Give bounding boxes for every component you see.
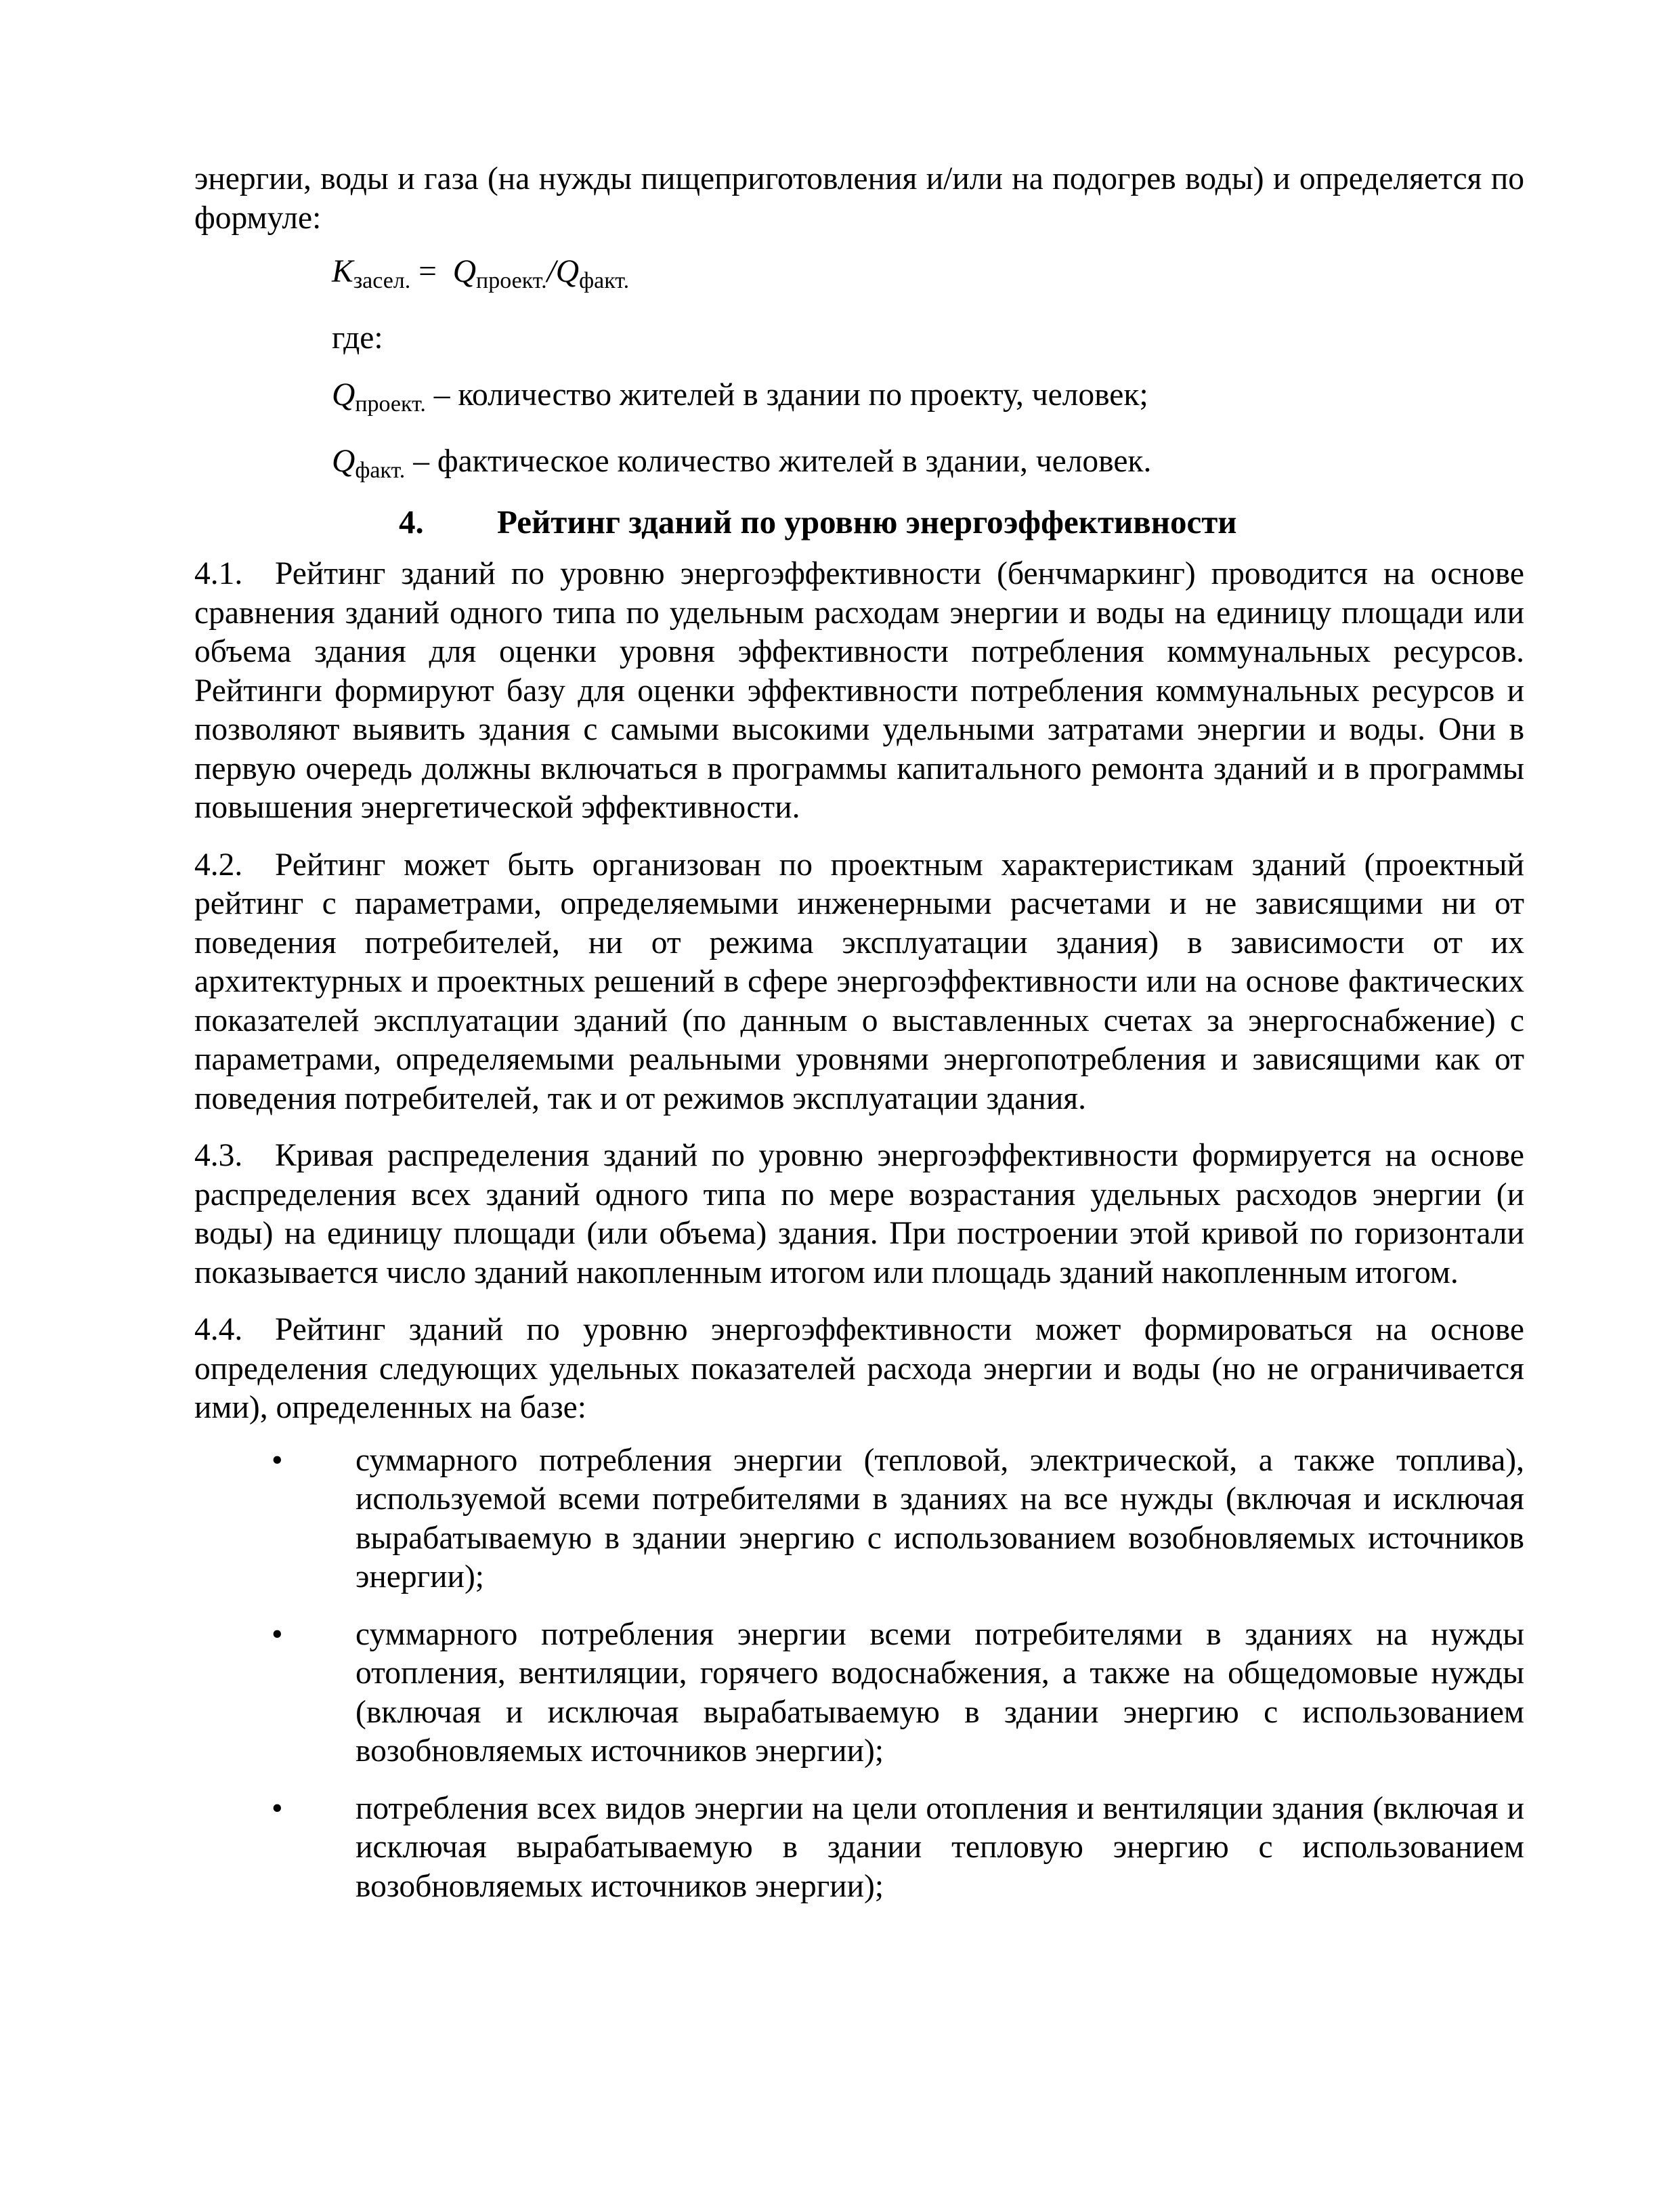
- def1-subscript: проект.: [355, 392, 426, 417]
- formula-lhs-symbol: K: [332, 254, 353, 289]
- formula-lhs-subscript: засел.: [353, 268, 411, 293]
- formula-where: где:: [332, 320, 383, 356]
- paragraph-number: 4.1.: [194, 556, 243, 591]
- document-page: [194, 160, 1524, 1906]
- paragraph-4-3: [194, 1137, 1524, 1292]
- bullet-marker: •: [272, 1790, 283, 1826]
- paragraph-number: 4.3.: [194, 1138, 243, 1173]
- formula-block: [332, 253, 1524, 490]
- formula-equals: =: [418, 254, 437, 289]
- bullet-list: [194, 1441, 1524, 1907]
- def2-subscript: факт.: [355, 457, 406, 483]
- formula-denominator-symbol: Q: [555, 254, 580, 289]
- bullet-marker: •: [272, 1442, 283, 1478]
- def2-text: – фактическое количество жителей в здании, человек.: [405, 443, 1152, 479]
- def2-symbol: Q: [332, 443, 356, 479]
- formula-definition-1: [332, 376, 1524, 424]
- def1-symbol: Q: [332, 377, 356, 412]
- list-item: [194, 1615, 1524, 1771]
- formula-denominator-subscript: факт.: [579, 268, 630, 293]
- list-item-text: суммарного потребления энергии (тепловой, электрической, а также топлива), используемой всеми потребителями в зданиях на все нужды (включая и исключая вырабатываемую в здании энергию с использованием возобновляемых источников энергии);: [356, 1442, 1524, 1594]
- paragraph-4-4: [194, 1311, 1524, 1428]
- section-number: 4.: [399, 503, 424, 541]
- paragraph-text: Рейтинг зданий по уровню энергоэффективности может формироваться на основе определения следующих удельных показателей расхода энергии и воды (но не ограничивается ими), определенных на базе:: [194, 1312, 1524, 1425]
- section-title: Рейтинг зданий по уровню энергоэффективности: [497, 503, 1237, 541]
- bullet-marker: •: [272, 1616, 283, 1652]
- paragraph-text: Кривая распределения зданий по уровню энергоэффективности формируется на основе распределения всех зданий одного типа по мере возрастания удельных расходов энергии (и воды) на единицу площади (или объема) здания. При построении этой кривой по горизонтали показывается число зданий накопленным итогом или площадь зданий накопленным итогом.: [194, 1138, 1524, 1290]
- list-item-text: суммарного потребления энергии всеми потребителями в зданиях на нужды отопления, вентиляции, горячего водоснабжения, а также на общедомовые нужды (включая и исключая вырабатываемую в здании энергию с использованием возобновляемых источников энергии);: [356, 1616, 1524, 1769]
- formula-numerator-symbol: Q: [452, 254, 477, 289]
- paragraph-number: 4.2.: [194, 847, 243, 883]
- list-item-text: потребления всех видов энергии на цели отопления и вентиляции здания (включая и исключая вырабатываемую в здании тепловую энергию с использованием возобновляемых источников энергии);: [356, 1790, 1524, 1904]
- intro-paragraph: энергии, воды и газа (на нужды пищеприготовления и/или на подогрев воды) и определяется по формуле:: [194, 161, 1524, 236]
- paragraph-4-1: [194, 555, 1524, 828]
- paragraph-text: Рейтинг может быть организован по проектным характеристикам зданий (проектный рейтинг с параметрами, определяемыми инженерными расчетами и не зависящими ни от поведения потребителей, ни от режима эксплуатации здания) в зависимости от их архитектурных и проектных решений в сфере энергоэффективности или на основе фактических показателей эксплуатации зданий (по данным о выставленных счетах за энергоснабжение) с параметрами, определяемыми реальными уровнями энергопотребления и зависящими как от поведения потребителей, так и от режимов эксплуатации здания.: [194, 847, 1524, 1116]
- paragraph-number: 4.4.: [194, 1312, 243, 1347]
- formula-numerator-subscript: проект.: [476, 268, 547, 293]
- def1-text: – количество жителей в здании по проекту, человек;: [425, 377, 1148, 412]
- section-heading: [194, 502, 1524, 543]
- formula-definition-2: [332, 442, 1524, 490]
- formula-slash: /: [546, 254, 556, 289]
- list-item: [194, 1441, 1524, 1597]
- formula-equation: [332, 253, 1524, 301]
- list-item: [194, 1790, 1524, 1907]
- paragraph-4-2: [194, 846, 1524, 1119]
- paragraph-text: Рейтинг зданий по уровню энергоэффективности (бенчмаркинг) проводится на основе сравнения зданий одного типа по удельным расходам энергии и воды на единицу площади или объема здания для оценки уровня эффективности потребления коммунальных ресурсов. Рейтинги формируют базу для оценки эффективности потребления коммунальных ресурсов и позволяют выявить здания с самыми высокими удельными затратами энергии и воды. Они в первую очередь должны включаться в программы капитального ремонта зданий и в программы повышения энергетической эффективности.: [194, 556, 1524, 825]
